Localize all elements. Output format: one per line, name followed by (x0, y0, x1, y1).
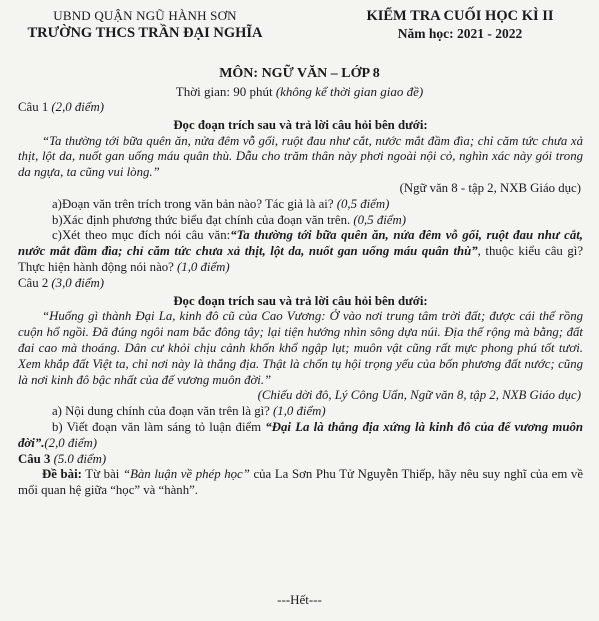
question-2-heading (18, 276, 583, 292)
question-3-prompt (18, 467, 583, 499)
question-1-source: (Ngữ văn 8 - tập 2, NXB Giáo dục) (399, 180, 581, 195)
question-1c-text: c)Xét theo mục đích nói câu văn: (52, 228, 231, 243)
time-limit (0, 84, 599, 100)
school-header (10, 8, 280, 42)
question-2b (18, 420, 583, 452)
question-2-label: Câu 2 (18, 275, 49, 290)
question-2a (18, 404, 583, 420)
question-2-points: (3,0 điểm) (51, 275, 105, 290)
subject-title: MÔN: NGỮ VĂN – LỚP 8 (219, 66, 380, 81)
question-1a-text: a)Đoạn văn trên trích trong văn bản nào? Tác giả là ai? (52, 196, 334, 211)
question-3-essay-title: “Bàn luận về phép học” (122, 467, 250, 482)
time-main: Thời gian: 90 phút (175, 84, 273, 99)
end-marker: ---Hết--- (277, 592, 322, 607)
question-1b (18, 213, 583, 229)
question-3-prompt-label: Đề bài: (42, 467, 82, 482)
question-1-heading (18, 100, 583, 116)
question-1a (18, 197, 583, 213)
question-3 (18, 452, 583, 499)
time-note: (không kể thời gian giao đề) (275, 84, 424, 99)
question-1-label: Câu 1 (18, 100, 49, 114)
exam-header (330, 8, 590, 42)
question-2b-text: b) Viết đoạn văn làm sáng tỏ luận điểm (52, 419, 262, 434)
question-2-instruction: Đọc đoạn trích sau và trả lời câu hỏi bên dưới: (173, 293, 428, 308)
question-1-passage: “Ta thường tới bữa quên ăn, nửa đêm vỗ gối, ruột đau như cắt, nước mắt đầm đìa; chỉ căm tức chưa xả thịt, lột da, nuốt gan uống máu quân thù. Dẫu cho trăm thân này phơi ngoài nội cỏ, nghìn xác này gói trong da ngựa, ta cũng vui lòng.” (18, 133, 583, 180)
question-1c-quote: “Ta thường tới bữa quên ăn, nửa đêm vỗ gối, ruột đau như cắt, nước mắt đầm đìa; chỉ căm tức chưa xả thịt, lột da, nuốt gan uống máu quân thù” (18, 228, 583, 259)
question-3-heading (18, 452, 583, 468)
question-2b-quote: “Đại La là thắng địa xứng là kinh đô của đế vương muôn đời”. (18, 419, 583, 450)
question-1 (18, 100, 583, 276)
question-1-points: (2,0 điểm) (51, 100, 105, 114)
question-1c (18, 228, 583, 275)
question-2-source: (Chiếu dời đô, Lý Công Uẩn, Ngữ văn 8, tập 2, NXB Giáo dục) (257, 388, 581, 403)
school-name: TRƯỜNG THCS TRẦN ĐẠI NGHĨA (27, 25, 263, 41)
question-2a-points: (1,0 điểm) (273, 404, 326, 419)
question-3-prompt-text-2: của La Sơn Phu Tử Nguyễn Thiếp, hãy nêu suy nghĩ của em về mối quan hệ giữa “học” và “hành”. (18, 467, 583, 498)
question-1c-points: (1,0 điểm) (177, 259, 230, 274)
question-3-label: Câu 3 (18, 451, 51, 466)
question-2-passage: “Huống gì thành Đại La, kinh đô cũ của Cao Vương: Ở vào nơi trung tâm trời đất; được cái thế rồng cuộn hổ ngồi. Đã đúng ngôi nam bắc đông tây; lại tiện hướng nhìn sông dựa núi. Địa thế rộng mà bằng; đất đai cao mà thoáng. Dân cư khỏi chịu cảnh khốn khổ ngập lụt; muôn vật cũng rất mực phong phú tốt tươi. Xem khắp đất Việt ta, chỉ nơi này là thắng địa. Thật là chốn tụ hội trọng yếu của bốn phương đất nước; cũng là nơi kinh đô bậc nhất của đế vương muôn đời.” (18, 309, 583, 387)
question-2 (18, 276, 583, 452)
exam-title: KIỂM TRA CUỐI HỌC KÌ II (366, 8, 554, 24)
question-1b-text: b)Xác định phương thức biểu đạt chính của đoạn văn trên. (52, 212, 351, 227)
question-2b-points: (2,0 điểm) (44, 435, 98, 450)
question-1-instruction: Đọc đoạn trích sau và trả lời câu hỏi bên dưới: (173, 117, 428, 132)
question-1c-text-2: , thuộc kiểu câu gì? Thực hiện hành động nói nào? (18, 244, 583, 274)
question-3-points: (5.0 điểm) (53, 451, 107, 466)
question-1b-points: (0,5 điểm) (353, 212, 406, 227)
school-year: Năm học: 2021 - 2022 (397, 26, 523, 41)
question-2a-text: a) Nội dung chính của đoạn văn trên là gì? (52, 404, 270, 419)
exam-content (18, 100, 583, 499)
question-3-prompt-text: Từ bài (85, 467, 120, 482)
question-1a-points: (0,5 điểm) (336, 196, 390, 211)
district-name: UBND QUẬN NGŨ HÀNH SƠN (53, 8, 237, 23)
